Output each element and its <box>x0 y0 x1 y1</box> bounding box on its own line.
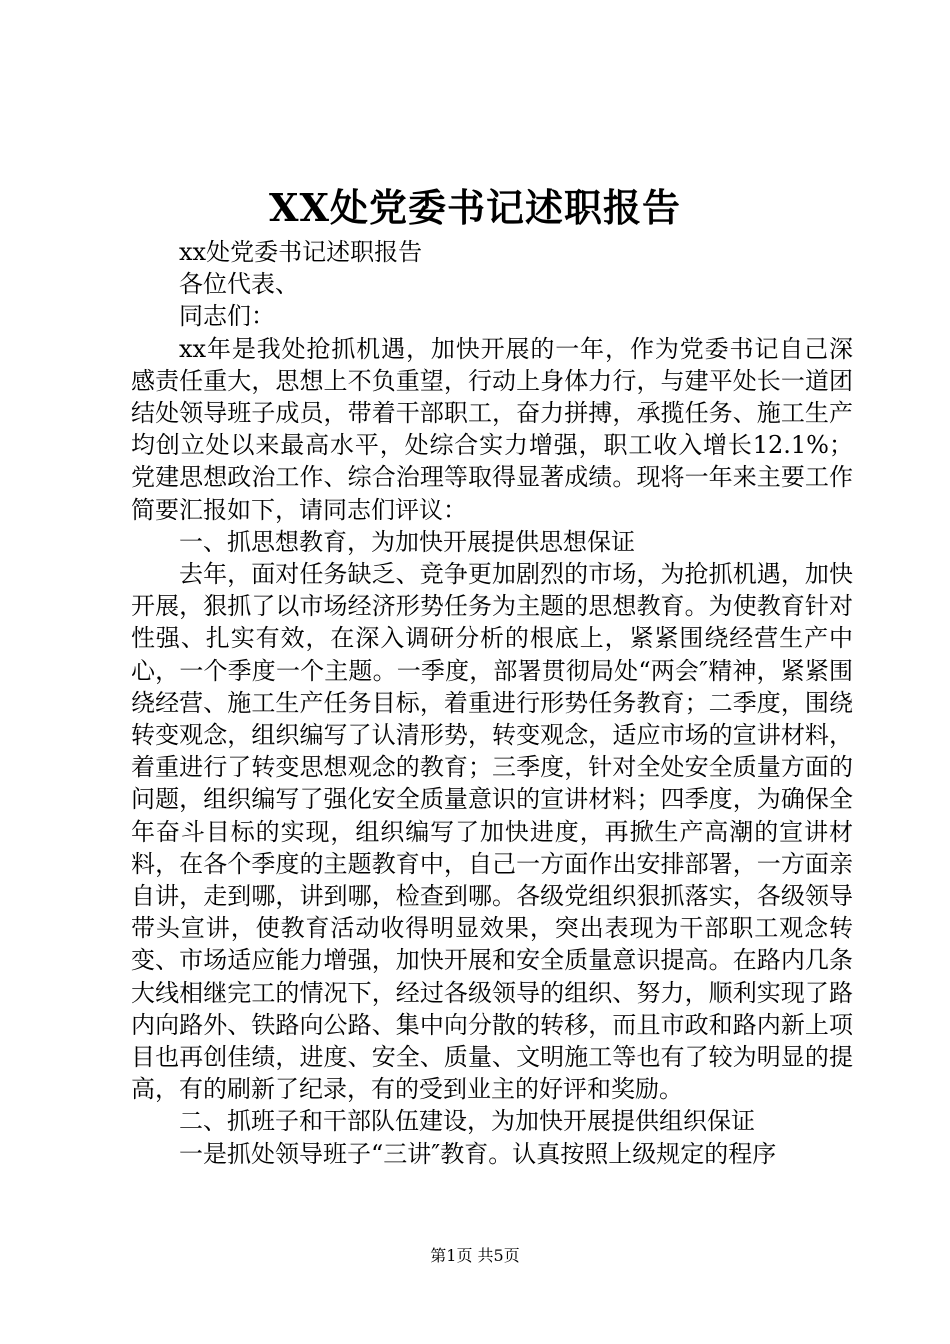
subtitle: xx处党委书记述职报告 <box>179 238 423 266</box>
document-title: XX处党委书记述职报告 <box>269 185 681 230</box>
section-2-heading: 二、抓班子和干部队伍建设，为加快开展提供组织保证 <box>179 1107 755 1136</box>
section-2-paragraph: 一是抓处领导班子“三讲″教育。认真按照上级规定的程序 <box>179 1139 777 1168</box>
section-1-paragraph: 去年，面对任务缺乏、竞争更加剧烈的市场，为抢抓机遇，加快开展，狠抓了以市场经济形势任务为主题的思想教育。为使教育针对性强、扎实有效，在深入调研分析的根底上，紧紧围绕经营生产中心，一个季度一个主题。一季度，部署贯彻局处“两会″精神，紧紧围绕经营、施工生产任务目标，着重进行形势任务教育；二季度，围绕转变观念，组织编写了认清形势，转变观念，适应市场的宣讲材料，着重进行了转变思想观念的教育；三季度，针对全处安全质量方面的问题，组织编写了强化安全质量意识的宣讲材料；四季度，为确保全年奋斗目标的实现，组织编写了加快进度，再掀生产高潮的宣讲材料，在各个季度的主题教育中，自己一方面作出安排部署，一方面亲自讲，走到哪，讲到哪，检查到哪。各级党组织狠抓落实，各级领导带头宣讲，使教育活动收得明显效果，突出表现为干部职工观念转变、市场适应能力增强，加快开展和安全质量意识提高。在路内几条大线相继完工的情况下，经过各级领导的组织、努力，顺利实现了路内向路外、铁路向公路、集中向分散的转移，而且市政和路内新上项目也再创佳绩，进度、安全、质量、文明施工等也有了较为明显的提高，有的刷新了纪录，有的受到业主的好评和奖励。 <box>131 560 853 1104</box>
section-1-heading: 一、抓思想教育，为加快开展提供思想保证 <box>179 527 635 556</box>
salutation-line-1: 各位代表、 <box>179 270 299 299</box>
intro-paragraph: xx年是我处抢抓机遇，加快开展的一年，作为党委书记自己深感责任重大，思想上不负重望，行动上身体力行，与建平处长一道团结处领导班子成员，带着干部职工，奋力拼搏，承揽任务、施工生产均创立处以来最高水平，处综合实力增强，职工收入增长12.1%；党建思想政治工作、综合治理等取得显著成绩。现将一年来主要工作简要汇报如下，请同志们评议： <box>131 334 853 524</box>
salutation-line-2: 同志们： <box>179 302 275 331</box>
page-footer: 第1页 共5页 <box>430 1246 520 1265</box>
document-body <box>131 236 853 1170</box>
